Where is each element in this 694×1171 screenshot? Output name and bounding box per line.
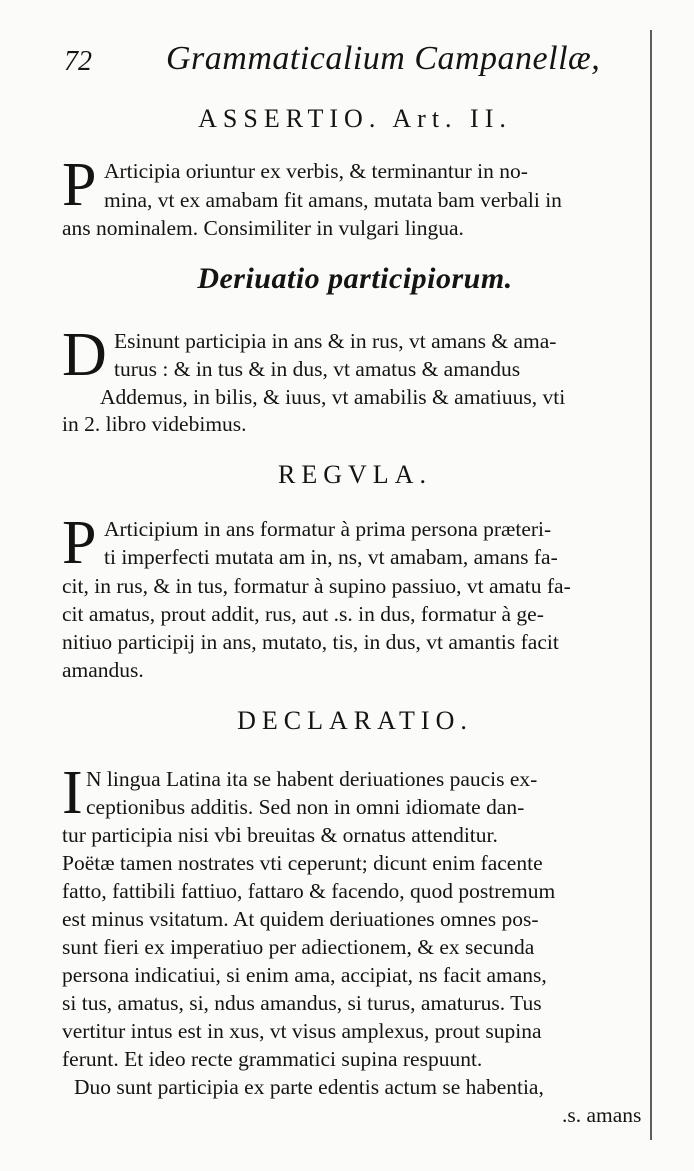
heading-regula: REGVLA.	[278, 460, 432, 489]
paragraph-deriuatio	[62, 321, 650, 438]
text-line: persona indicatiui, si enim ama, accipiat, ns facit amans,	[62, 963, 547, 987]
text-line: Articipium in ans formatur à prima persona præteri-	[104, 517, 552, 541]
text-line: mina, vt ex amabam fit amans, mutata bam verbali in	[104, 188, 562, 212]
heading-deriuatio: Deriuatio participiorum.	[197, 262, 513, 295]
text-line: in 2. libro videbimus.	[62, 412, 247, 436]
running-header	[62, 40, 652, 84]
text-line: Poëtæ tamen nostrates vti ceperunt; dicunt enim facente	[62, 851, 543, 875]
text-line: Esinunt participia in ans & in rus, vt amans & ama-	[114, 329, 557, 353]
paragraph-declaratio	[62, 759, 650, 1127]
text-line: ans nominalem. Consimiliter in vulgari lingua.	[62, 216, 464, 240]
text-line: fatto, fattibili fattiuo, fattaro & facendo, quod postremum	[62, 879, 556, 903]
text-line: Articipia oriuntur ex verbis, & terminantur in no-	[104, 159, 528, 183]
text-line: cit, in rus, & in tus, formatur à supino passiuo, vt amatu fa-	[62, 574, 571, 598]
text-line: cit amatus, prout addit, rus, aut .s. in dus, formatur à ge-	[62, 602, 544, 626]
catchword: .s. amans	[562, 1103, 642, 1127]
drop-cap: P	[62, 151, 97, 219]
page-edge-shadow	[650, 30, 652, 1140]
running-title: Grammaticalium Campanellæ,	[166, 40, 601, 77]
text-line: ferunt. Et ideo recte grammatici supina respuunt.	[62, 1047, 483, 1071]
text-line: N lingua Latina ita se habent deriuationes paucis ex-	[86, 767, 538, 791]
paragraph-regula	[62, 509, 650, 682]
drop-cap: D	[62, 321, 107, 389]
text-line: Addemus, in bilis, & iuus, vt amabilis & amatiuus, vti	[100, 385, 566, 409]
drop-cap: I	[62, 759, 83, 827]
text-line: amandus.	[62, 658, 144, 682]
text-line: tur participia nisi vbi breuitas & ornatus attenditur.	[62, 823, 498, 847]
text-line: Duo sunt participia ex parte edentis actum se habentia,	[74, 1075, 544, 1099]
text-line: nitiuo participij in ans, mutato, tis, in dus, vt amantis facit	[62, 630, 559, 654]
heading-declaratio: DECLARATIO.	[237, 706, 473, 735]
text-line: turus : & in tus & in dus, vt amatus & amandus	[114, 357, 521, 381]
text-line: vertitur intus est in xus, vt visus amplexus, prout supina	[62, 1019, 542, 1043]
heading-assertio: ASSERTIO. Art. II.	[198, 104, 512, 133]
text-line: sunt fieri ex imperatiuo per adiectionem, & ex secunda	[62, 935, 535, 959]
paragraph-assertio	[62, 151, 650, 240]
text-line: si tus, amatus, si, ndus amandus, si turus, amaturus. Tus	[62, 991, 542, 1015]
text-line: est minus vsitatum. At quidem deriuationes omnes pos-	[62, 907, 539, 931]
drop-cap: P	[62, 509, 97, 577]
page-number: 72	[64, 46, 92, 77]
text-line: ti imperfecti mutata am in, ns, vt amabam, amans fa-	[104, 545, 558, 569]
text-line: ceptionibus additis. Sed non in omni idiomate dan-	[86, 795, 525, 819]
